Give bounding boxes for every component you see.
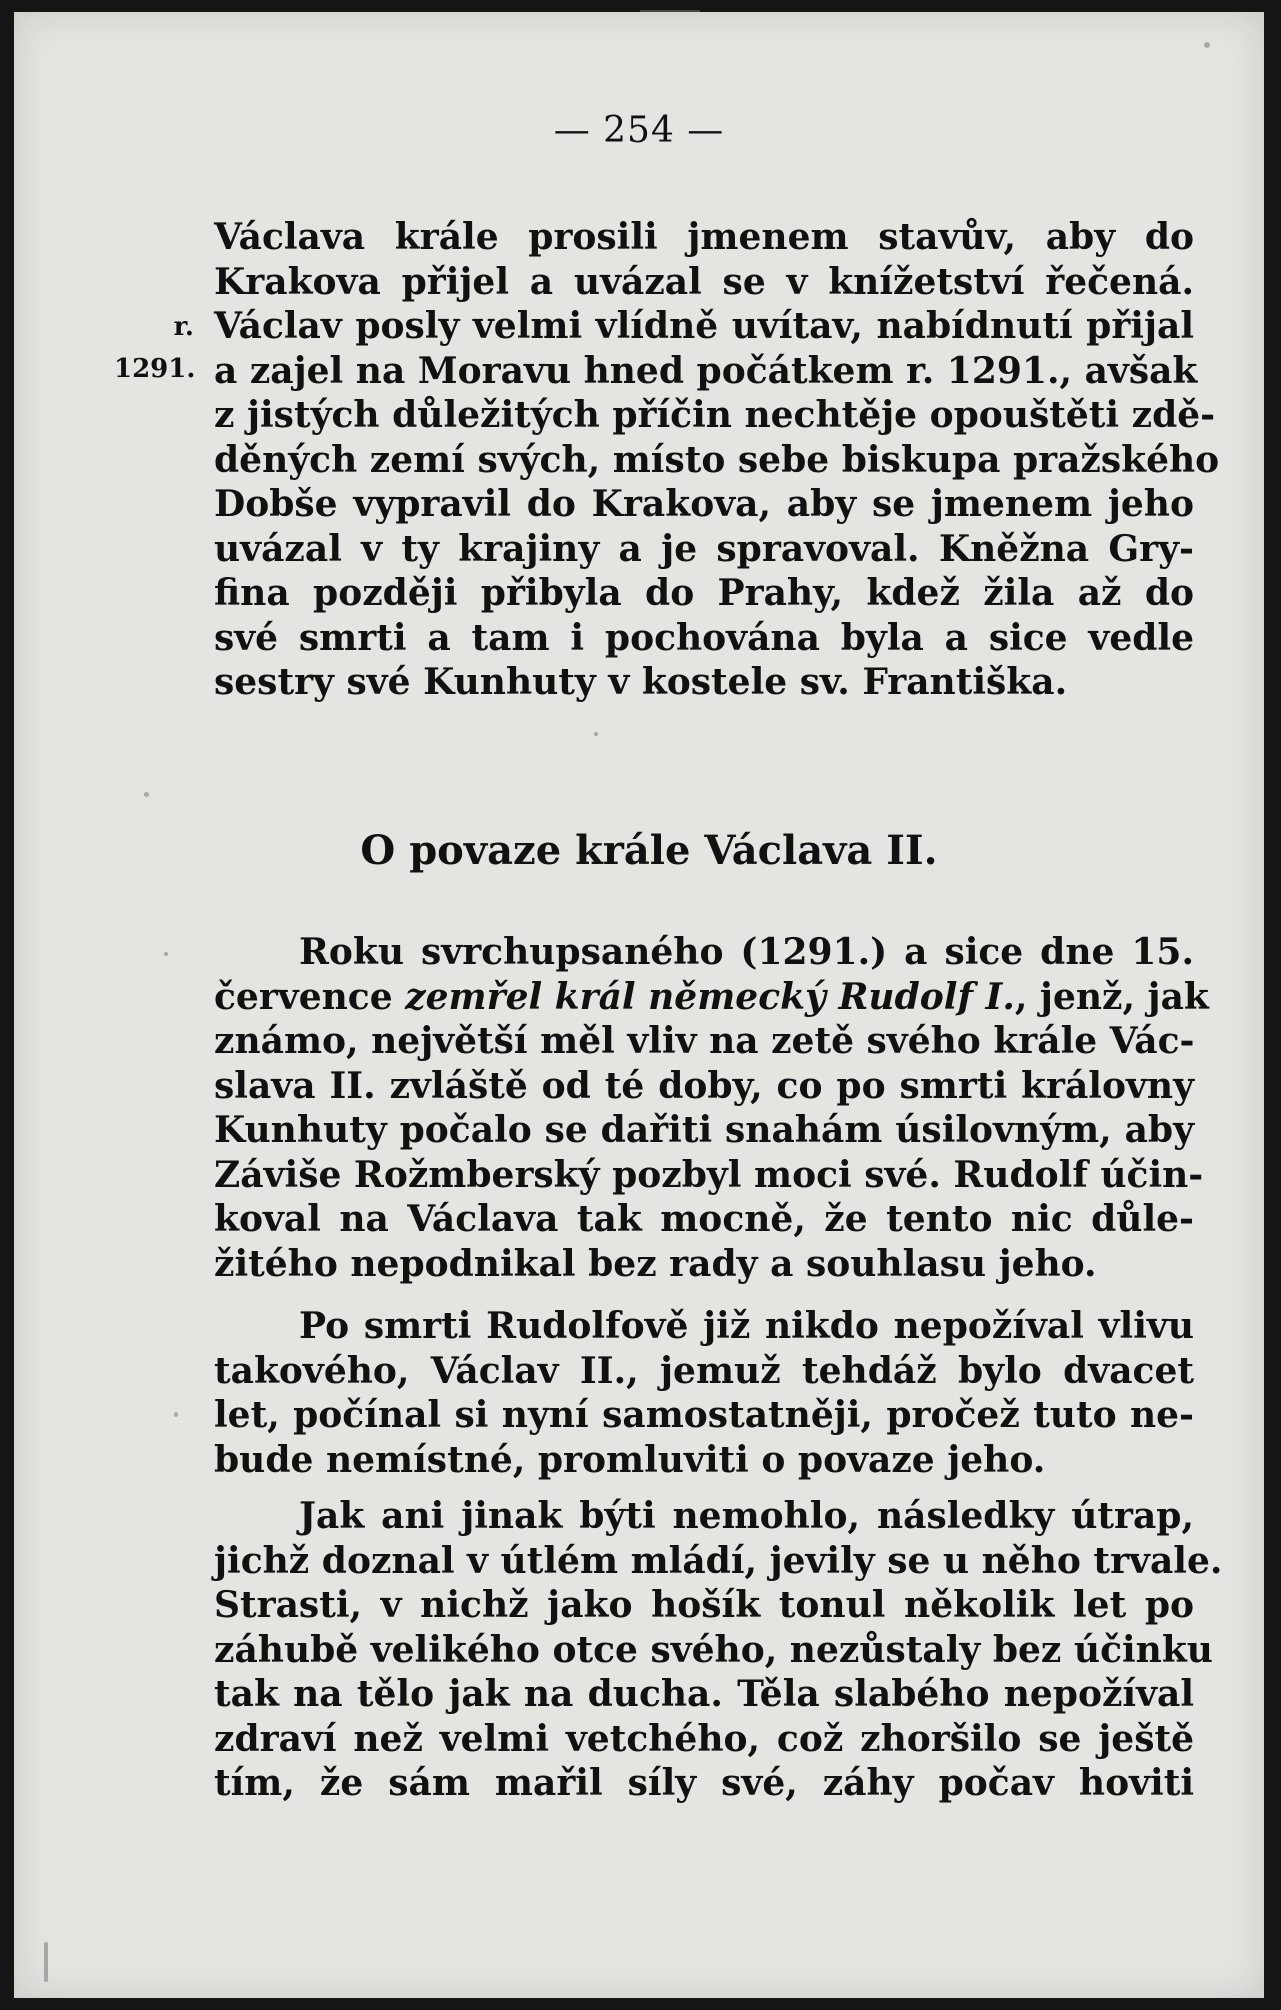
margin-note-year: 1291. xyxy=(114,354,196,384)
text-line: sestry své Kunhuty v kostele sv. Františka. xyxy=(214,661,1068,703)
emphasized-text: zemřel král německý Rudolf I. xyxy=(405,975,1015,1018)
text-line: Roku svrchupsaného (1291.) a sice dne 15. xyxy=(299,931,1194,973)
text-line: záhubě velikého otce svého, nezůstaly bez účinku xyxy=(214,1628,1213,1671)
text-line: Dobše vypravil do Krakova, aby se jmenem jeho xyxy=(214,483,1194,525)
text-line: své smrti a tam i pochována byla a sice vedle xyxy=(214,616,1194,659)
text-line: jichž doznal v útlém mládí, jevily se u něho trvale. xyxy=(214,1539,1223,1582)
text-line: Záviše Rožmberský pozbyl moci své. Rudolf účin- xyxy=(214,1153,1204,1196)
text-line: děných zemí svých, místo sebe biskupa pražského xyxy=(214,438,1220,481)
text-line: a zajel na Moravu hned počátkem r. 1291., avšak xyxy=(214,349,1198,392)
text-line: takového, Václav II., jemuž tehdáž bylo dvacet xyxy=(214,1349,1194,1392)
text-fragment: července xyxy=(214,975,406,1018)
paragraph-2 xyxy=(214,930,1209,1286)
paper-speck xyxy=(1204,42,1210,48)
paper-speck xyxy=(144,792,149,797)
paper-mark xyxy=(44,1942,48,1982)
section-heading: O povaze krále Václava II. xyxy=(360,827,938,874)
margin-note-label: r. xyxy=(173,312,194,342)
text-line: fina později přibyla do Prahy, kdež žila až do xyxy=(214,572,1194,614)
text-line-with-emphasis xyxy=(214,975,1209,1020)
text-line: slava II. zvláště od té doby, co po smrti královny xyxy=(214,1064,1194,1107)
paper-speck xyxy=(174,1412,178,1417)
text-fragment: , jenž, jak xyxy=(1014,975,1209,1018)
text-line: bude nemístné, promluviti o povaze jeho. xyxy=(214,1438,1046,1481)
text-line: koval na Václava tak mocně, že tento nic důle- xyxy=(214,1198,1194,1240)
text-line: Krakova přijel a uvázal se v knížetství řečená. xyxy=(214,260,1194,303)
text-line: Jak ani jinak býti nemohlo, následky útrap, xyxy=(299,1495,1194,1537)
text-line: žitého nepodnikal bez rady a souhlasu jeho. xyxy=(214,1242,1097,1285)
book-page xyxy=(14,12,1264,1998)
paragraph-4 xyxy=(214,1494,1223,1806)
paragraph-3 xyxy=(214,1304,1194,1482)
paragraph-1 xyxy=(214,215,1220,705)
text-line: tak na tělo jak na ducha. Těla slabého nepožíval xyxy=(214,1673,1194,1715)
text-line: Václav posly velmi vlídně uvítav, nabídnutí přijal xyxy=(214,305,1194,347)
text-line: z jistých důležitých příčin nechtěje opouštěti zdě- xyxy=(214,394,1216,436)
text-line: zdraví než velmi vetchého, což zhoršilo se ještě xyxy=(214,1717,1194,1760)
text-line: let, počínal si nyní samostatněji, pročež tuto ne- xyxy=(214,1394,1194,1436)
paper-speck xyxy=(594,732,598,736)
text-line: Kunhuty počalo se dařiti snahám úsilovným, aby xyxy=(214,1109,1194,1151)
text-line: Václava krále prosili jmenem stavův, aby do xyxy=(214,216,1194,258)
text-line: tím, že sám mařil síly své, záhy počav hoviti xyxy=(214,1762,1194,1804)
page-number: — 254 — xyxy=(553,110,725,151)
text-line: uvázal v ty krajiny a je spravoval. Kněžna Gry- xyxy=(214,527,1194,570)
text-line: Po smrti Rudolfově již nikdo nepožíval vlivu xyxy=(299,1305,1194,1347)
text-line: známo, největší měl vliv na zetě svého krále Vác- xyxy=(214,1020,1195,1062)
paper-speck xyxy=(164,952,168,956)
text-line: Strasti, v nichž jako hošík tonul několik let po xyxy=(214,1584,1194,1626)
